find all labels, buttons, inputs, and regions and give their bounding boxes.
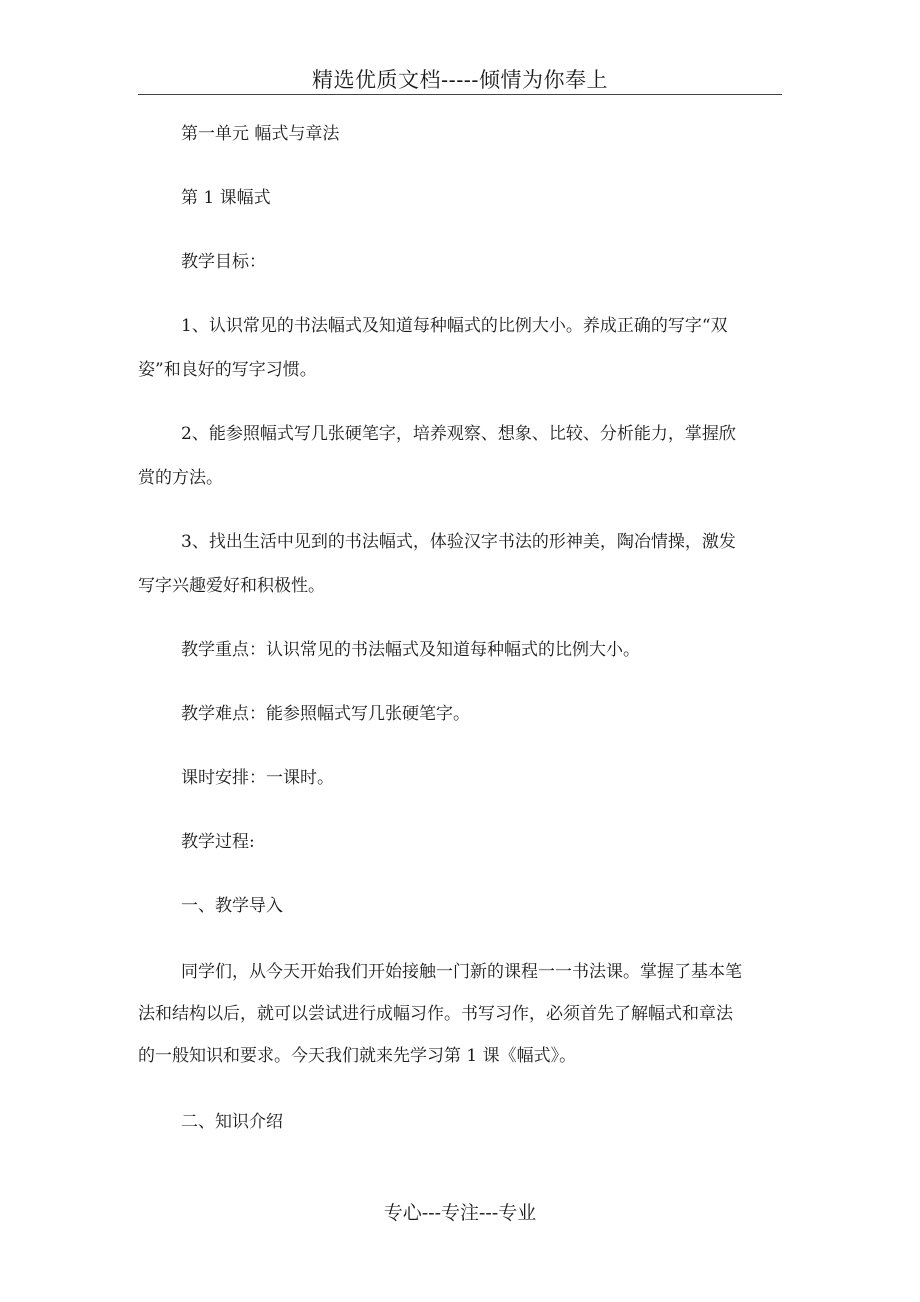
goal-3-line-2: 写字兴趣爱好和积极性。 xyxy=(138,576,325,596)
section-1-heading: 一、教学导入 xyxy=(181,896,283,916)
intro-line-2: 法和结构以后，就可以尝试进行成幅习作。书写习作，必须首先了解幅式和章法 xyxy=(138,1004,733,1024)
schedule: 课时安排：一课时。 xyxy=(181,768,334,788)
intro-line-3: 的一般知识和要求。今天我们就来先学习第 1 课《幅式》。 xyxy=(138,1046,577,1066)
difficult-point: 教学难点：能参照幅式写几张硬笔字。 xyxy=(181,704,470,724)
goals-heading: 教学目标： xyxy=(181,252,266,272)
page-footer: 专心---专注---专业 xyxy=(383,1202,537,1224)
lesson-title: 第 1 课幅式 xyxy=(181,188,271,208)
intro-line-1: 同学们，从今天开始我们开始接触一门新的课程一一书法课。掌握了基本笔 xyxy=(181,962,742,982)
goal-2-line-1: 2、能参照幅式写几张硬笔字，培养观察、想象、比较、分析能力，掌握欣 xyxy=(181,424,736,444)
goal-1-line-2: 姿”和良好的写字习惯。 xyxy=(138,360,317,380)
unit-title: 第一单元 幅式与章法 xyxy=(181,124,340,144)
page-header: 精选优质文档-----倾情为你奉上 xyxy=(312,68,608,92)
process-heading: 教学过程: xyxy=(181,832,255,852)
key-point: 教学重点：认识常见的书法幅式及知道每种幅式的比例大小。 xyxy=(181,640,640,660)
header-rule xyxy=(138,94,782,95)
goal-1-line-1: 1、认识常见的书法幅式及知道每种幅式的比例大小。养成正确的写字“双 xyxy=(181,316,728,336)
goal-3-line-1: 3、找出生活中见到的书法幅式，体验汉字书法的形神美，陶冶情操，激发 xyxy=(181,532,736,552)
section-2-heading: 二、知识介绍 xyxy=(181,1112,283,1132)
goal-2-line-2: 赏的方法。 xyxy=(138,468,223,488)
